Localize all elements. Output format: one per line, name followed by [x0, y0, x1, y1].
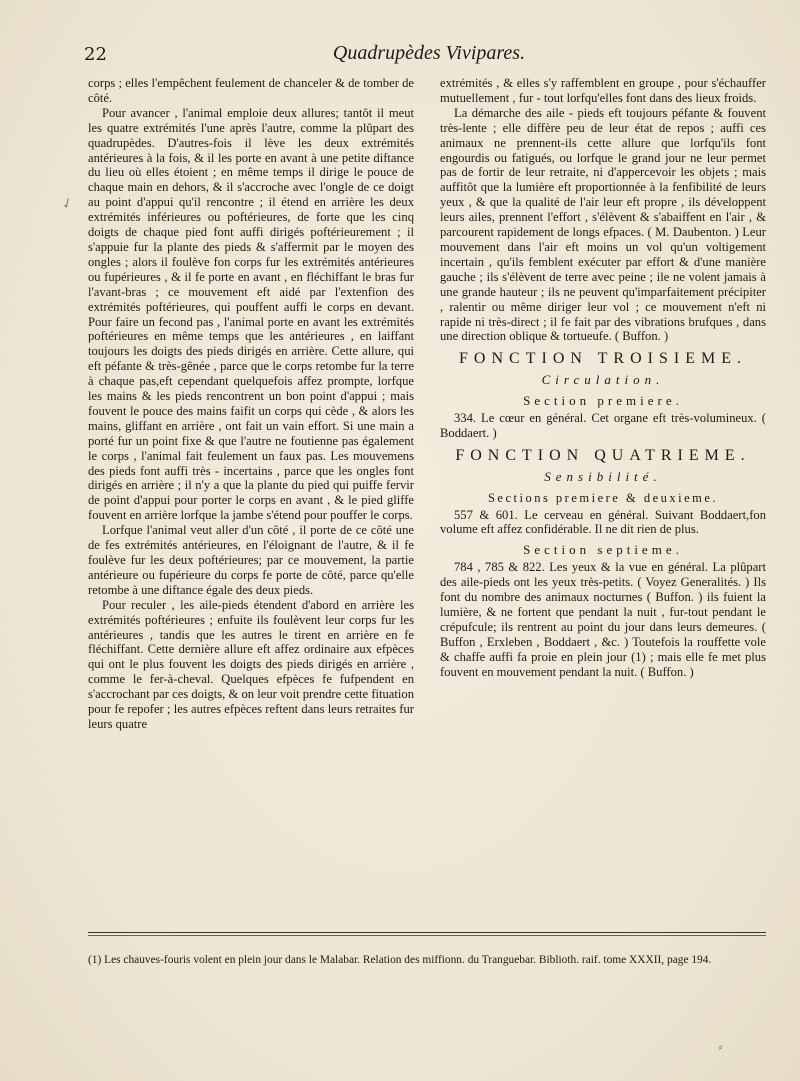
function-heading: FONCTION TROISIEME. [459, 350, 747, 368]
subject-heading: Sensibilité. [544, 468, 662, 484]
paragraph: La démarche des aile - pieds eft toujours péfante & fouvent très-lente ; elle diffère peu de leur état de repos ; auffi ces animaux ne prennent-ils cette allure que lorfqu'ils font engourdis ou fatigués, ou lorfque le grand jour ne leur permet pas de fortir de leur retraite, ni d'appercevoir les objets ; mais auffitôt que la lumière eft proportionnée à la fenfibilité de leurs yeux , & que la qualité de l'air leur eft propre , ils développent leurs ailes, prennent l'effort , s'élèvent & s'abaiffent en l'air , & parcourent rapidement de longs efpaces. ( M. Daubenton. ) Leur mouvement dans l'air eft moins un vol qu'un voltigement incertain , qu'ils femblent exécuter par effort & d'une manière gauche ; ils s'élèvent de terre avec peine ; ile ne volent jamais à une grande hauteur ; ils ne peuvent qu'imparfaitement précipiter , ralentir ou même diriger leur vol ; ce mouvement n'eft ni rapide ni très-direct ; il fe fait par des vibrations brufques , dans une direction oblique & tortueufe. ( Buffon. ) [440, 105, 766, 344]
footnote: (1) Les chauves-fouris volent en plein jour dans le Malabar. Relation des miffionn. du Tranguebar. Biblioth. raif. tome XXXII, page 194. [88, 954, 712, 966]
paragraph: extrémités , & elles s'y raffemblent en groupe , pour s'échauffer mutuellement , fur - tout lorfqu'elles font dans des lieux froids. [440, 76, 766, 105]
paragraph: Lorfque l'animal veut aller d'un côté , il porte de ce côté une de fes extrémités antérieures, en l'éloignant de l'autre, & il fe foulève fur les deux poftérieures; par ce mouvement, la partie antérieure ou fupérieure du corps fe porte de côté, parce qu'elle retombe à une diftance égale des deux pieds. [88, 523, 414, 597]
paragraph: 557 & 601. Le cerveau en général. Suivant Boddaert,fon volume eft affez confidérable. Il ne dit rien de plus. [440, 507, 766, 537]
section-heading: Sections premiere & deuxieme. [487, 490, 719, 505]
subject-heading: Circulation. [541, 372, 665, 388]
section-heading: Section septieme. [523, 542, 683, 558]
paragraph: 784 , 785 & 822. Les yeux & la vue en général. La plûpart des aile-pieds ont les yeux très-petits. ( Voyez Generalités. ) Ils font du nombre des animaux nocturnes ( Buffon. ) ils fuient la lumière, & ne fortent que pendant la nuit , fur-tout pendant le crépufcule; ils rentrent au point du jour dans leurs demeures. ( Buffon , Erxleben , Boddaert , &c. ) Toutefois la rouffette vole & chaffe auffi fa proie en plein jour (1) ; mais elle fe met plus fouvent en mouvement pendant la nuit. ( Buffon. ) [440, 560, 766, 679]
margin-mark-icon: ✓ [59, 195, 77, 214]
page-number: 22 [84, 44, 107, 65]
paragraph: Pour avancer , l'animal emploie deux allures; tantôt il meut les quatre extrémités l'une après l'autre, comme la plûpart des quadrupèdes. D'autres-fois il lève les deux extrémités antérieures à la fois, & il les porte en avant à une petite diftance du lieu où elles étoient ; en même temps il dirige le pouce de chaque main en dehors, & il s'accroche avec l'ongle de ce doigt au point d'appui qu'il rencontre ; il étend en arrière les deux extrémités inférieures ou poftérieures, de forte que les cinq doigts de chaque pied font auffi dirigés poftérieurement ; il s'appuie fur la plante des pieds & s'affermit par le moyen des ongles ; alors il foulève fon corps fur les extrémités antérieures ou fupérieures , & il fe porte en avant , en fléchiffant le bras fur l'avant-bras ; ce mouvement eft aidé par l'extenfion des extrémités poftérieures, qui pouffent auffi le corps en devant. Pour faire un fecond pas , l'animal porte en avant les extrémités poftérieures en même temps que les antérieures , en laiffant toujours les doigts des pieds dirigés en arrière. Cette allure, qui eft péfante & très-gênée , parce que le corps retombe fur la terre à chaque pas,eft cependant quelquefois affez prompte, lorfque les mains & les pieds rencontrent un bon point d'appui ; mais fouvent le pouce des mains faifit un corps qui cède , & alors les mains, gliffant en arrière , ont fait un vain effort. Si une main a porté fur un point fixe & que l'autre ne foutienne pas également le corps , l'animal fait feulement un faux pas. Les mouvemens des pieds font auffi très - incertains , parce que les ongles font dirigés en arrière ; il n'y a que la plante du pied qui puiffe fervir de point d'appui pour porter le corps en avant , & le pied gliffe fouvent en arrière lorfque la jambe s'étend pour pouffer le corps. [88, 105, 414, 523]
page-header [84, 44, 774, 70]
left-column [88, 76, 414, 732]
right-column [440, 76, 766, 680]
corner-mark-icon: ⸗ [718, 1040, 723, 1055]
running-title: Quadrupèdes Vivipares. [332, 42, 526, 64]
function-heading: FONCTION QUATRIEME. [455, 446, 751, 464]
paragraph: corps ; elles l'empêchent feulement de chanceler & de tomber de côté. [88, 76, 414, 105]
paragraph: 334. Le cœur en général. Cet organe eft très-volumineux. ( Boddaert. ) [440, 411, 766, 440]
footnote-rule [88, 932, 766, 933]
paragraph: Pour reculer , les aile-pieds étendent d'abord en arrière les extrémités poftérieures ; enfuite ils foulèvent leur corps fur les antérieures , tandis que les autres le tirent en arrière en fe fléchiffant. Cette dernière allure eft affez ordinaire aux efpèces qui ont le plus fouvent les doigts des pieds dirigés en arrière , comme le fer-à-cheval. Quelques efpèces fe fufpendent en s'accrochant par ces doigts, & on leur voit prendre cette fituation pour fe repofer ; les autres efpèces reftent dans leurs retraites fur leurs quatre [88, 597, 414, 731]
section-heading: Section premiere. [523, 393, 683, 409]
footnote-rule-thin [88, 935, 766, 936]
